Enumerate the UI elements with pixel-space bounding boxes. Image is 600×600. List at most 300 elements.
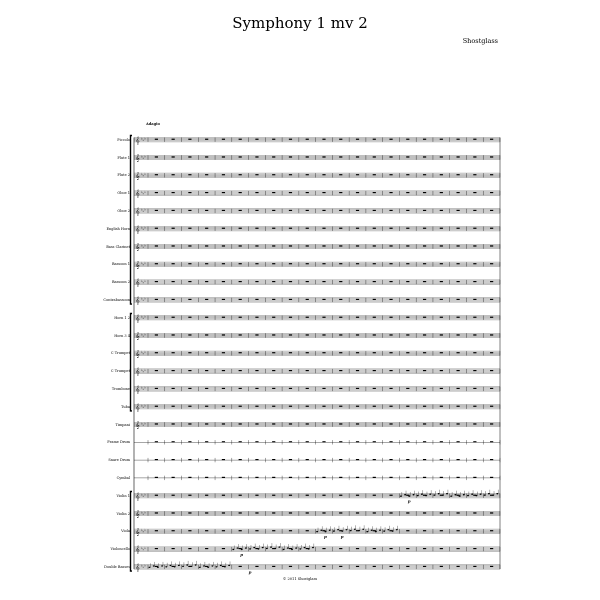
whole-rest (172, 388, 175, 389)
flat-sign: ♭ (144, 296, 146, 301)
whole-rest (356, 281, 359, 282)
whole-rest (188, 406, 191, 407)
whole-rest (440, 299, 443, 300)
whole-rest (188, 388, 191, 389)
whole-rest (272, 352, 275, 353)
whole-rest (172, 299, 175, 300)
whole-rest (406, 192, 409, 193)
whole-rest (322, 299, 325, 300)
flat-sign: ♭ (142, 422, 145, 427)
whole-rest (473, 228, 476, 229)
whole-rest (239, 299, 242, 300)
whole-rest (406, 334, 409, 335)
whole-rest (406, 156, 409, 157)
whole-rest (155, 441, 158, 442)
flat-sign: ♭ (142, 244, 145, 249)
instrument-label: Cymbal (116, 475, 130, 480)
whole-rest (490, 317, 493, 318)
note-head (459, 495, 461, 496)
whole-rest (440, 566, 443, 567)
whole-rest (172, 228, 175, 229)
whole-rest (440, 281, 443, 282)
whole-rest (272, 388, 275, 389)
whole-rest (306, 156, 309, 157)
note-head (203, 565, 205, 566)
whole-rest (188, 441, 191, 442)
whole-rest (306, 352, 309, 353)
whole-rest (389, 495, 392, 496)
whole-rest (356, 370, 359, 371)
whole-rest (188, 317, 191, 318)
whole-rest (222, 281, 225, 282)
whole-rest (423, 299, 426, 300)
whole-rest (306, 174, 309, 175)
note-head (190, 566, 192, 567)
note-head (404, 494, 406, 495)
clef-icon: 𝄞 (135, 510, 140, 519)
whole-rest (222, 263, 225, 264)
whole-rest (373, 548, 376, 549)
whole-rest (255, 156, 258, 157)
whole-rest (456, 370, 459, 371)
clef-icon: 𝄞 (135, 332, 140, 341)
whole-rest (373, 228, 376, 229)
whole-rest (322, 370, 325, 371)
whole-rest (322, 423, 325, 424)
whole-rest (356, 406, 359, 407)
flat-sign: ♭ (142, 529, 145, 534)
whole-rest (322, 281, 325, 282)
whole-rest (172, 210, 175, 211)
whole-rest (490, 441, 493, 442)
note-head (216, 566, 218, 567)
note-head (467, 495, 469, 496)
whole-rest (306, 388, 309, 389)
whole-rest (205, 406, 208, 407)
flat-sign: ♭ (141, 367, 143, 372)
flat-sign: ♭ (142, 262, 145, 267)
whole-rest (440, 174, 443, 175)
whole-rest (322, 406, 325, 407)
whole-rest (172, 512, 175, 513)
instrument-label: Violin 2 (116, 511, 130, 516)
whole-rest (339, 459, 342, 460)
note-head (387, 529, 389, 530)
whole-rest (339, 548, 342, 549)
note-head (446, 493, 448, 494)
clef-icon: 𝄞 (135, 403, 140, 412)
whole-rest (356, 352, 359, 353)
whole-rest (389, 459, 392, 460)
whole-rest (222, 317, 225, 318)
whole-rest (322, 334, 325, 335)
note-head (463, 494, 465, 495)
note-head (253, 547, 255, 548)
note-head (182, 566, 184, 567)
whole-rest (490, 566, 493, 567)
whole-rest (322, 566, 325, 567)
whole-rest (490, 370, 493, 371)
whole-rest (255, 228, 258, 229)
whole-rest (389, 370, 392, 371)
flat-sign: ♭ (142, 369, 145, 374)
flat-sign: ♭ (141, 528, 143, 533)
whole-rest (205, 441, 208, 442)
whole-rest (373, 174, 376, 175)
whole-rest (272, 495, 275, 496)
note-head (421, 494, 423, 495)
whole-rest (255, 139, 258, 140)
flat-sign: ♭ (142, 173, 145, 178)
whole-rest (389, 512, 392, 513)
clef-icon: 𝄞 (135, 545, 140, 554)
whole-rest (306, 406, 309, 407)
whole-rest (473, 299, 476, 300)
whole-rest (440, 459, 443, 460)
dynamic-marking: p (324, 534, 327, 540)
whole-rest (389, 299, 392, 300)
whole-rest (222, 245, 225, 246)
whole-rest (322, 512, 325, 513)
whole-rest (239, 477, 242, 478)
whole-rest (155, 459, 158, 460)
whole-rest (289, 317, 292, 318)
whole-rest (373, 281, 376, 282)
whole-rest (172, 352, 175, 353)
whole-rest (255, 317, 258, 318)
whole-rest (406, 388, 409, 389)
flat-sign: ♭ (141, 296, 143, 301)
whole-rest (339, 388, 342, 389)
whole-rest (255, 406, 258, 407)
whole-rest (456, 423, 459, 424)
flat-sign: ♭ (141, 403, 143, 408)
whole-rest (490, 228, 493, 229)
whole-rest (306, 370, 309, 371)
whole-rest (423, 423, 426, 424)
whole-rest (456, 548, 459, 549)
flat-sign: ♭ (144, 367, 146, 372)
whole-rest (473, 139, 476, 140)
whole-rest (289, 370, 292, 371)
whole-rest (473, 459, 476, 460)
whole-rest (440, 139, 443, 140)
flat-sign: ♭ (141, 154, 143, 159)
whole-rest (272, 192, 275, 193)
whole-rest (306, 228, 309, 229)
whole-rest (289, 352, 292, 353)
whole-rest (289, 423, 292, 424)
whole-rest (239, 441, 242, 442)
whole-rest (272, 370, 275, 371)
note-head (308, 548, 310, 549)
whole-rest (239, 512, 242, 513)
whole-rest (406, 210, 409, 211)
flat-sign: ♭ (142, 565, 145, 570)
whole-rest (389, 245, 392, 246)
whole-rest (456, 334, 459, 335)
whole-rest (473, 406, 476, 407)
whole-rest (222, 156, 225, 157)
note-head (153, 565, 155, 566)
note-head (320, 530, 322, 531)
section-bracket (131, 314, 133, 411)
whole-rest (339, 174, 342, 175)
whole-rest (423, 228, 426, 229)
whole-rest (423, 281, 426, 282)
whole-rest (456, 139, 459, 140)
whole-rest (306, 317, 309, 318)
whole-rest (188, 139, 191, 140)
whole-rest (440, 245, 443, 246)
whole-rest (172, 530, 175, 531)
whole-rest (155, 210, 158, 211)
clef-icon: 𝄞 (135, 136, 140, 145)
section-bracket (131, 136, 133, 305)
whole-rest (306, 530, 309, 531)
whole-rest (239, 530, 242, 531)
whole-rest (373, 192, 376, 193)
note-head (392, 531, 394, 532)
whole-rest (423, 441, 426, 442)
clef-icon: 𝄞 (135, 296, 140, 305)
whole-rest (255, 192, 258, 193)
whole-rest (205, 334, 208, 335)
flat-sign: ♭ (144, 421, 146, 426)
whole-rest (423, 263, 426, 264)
note-head (417, 495, 419, 496)
whole-rest (222, 423, 225, 424)
whole-rest (456, 530, 459, 531)
whole-rest (188, 548, 191, 549)
whole-rest (440, 548, 443, 549)
whole-rest (322, 495, 325, 496)
whole-rest (406, 406, 409, 407)
note-head (350, 530, 352, 531)
whole-rest (456, 441, 459, 442)
whole-rest (289, 388, 292, 389)
flat-sign: ♭ (142, 155, 145, 160)
whole-rest (356, 263, 359, 264)
instrument-label: Snare Drum (108, 458, 130, 463)
whole-rest (406, 370, 409, 371)
instrument-label: English Horn (106, 226, 130, 231)
clef-icon: 𝄞 (135, 492, 140, 501)
whole-rest (406, 228, 409, 229)
note-head (178, 565, 180, 566)
whole-rest (289, 299, 292, 300)
whole-rest (239, 263, 242, 264)
instrument-label: Violin 1 (116, 493, 130, 498)
note-head (346, 529, 348, 530)
whole-rest (239, 495, 242, 496)
whole-rest (339, 406, 342, 407)
whole-rest (406, 566, 409, 567)
whole-rest (272, 566, 275, 567)
flat-sign: ♭ (142, 191, 145, 196)
whole-rest (406, 174, 409, 175)
flat-sign: ♭ (144, 314, 146, 319)
dynamic-marking: p (240, 551, 243, 557)
whole-rest (205, 139, 208, 140)
whole-rest (473, 245, 476, 246)
note-head (270, 546, 272, 547)
whole-rest (239, 281, 242, 282)
whole-rest (222, 512, 225, 513)
whole-rest (239, 210, 242, 211)
whole-rest (155, 406, 158, 407)
whole-rest (272, 459, 275, 460)
whole-rest (373, 477, 376, 478)
whole-rest (239, 388, 242, 389)
whole-rest (289, 406, 292, 407)
whole-rest (155, 370, 158, 371)
note-head (149, 567, 151, 568)
whole-rest (389, 281, 392, 282)
clef-icon: 𝄞 (135, 421, 140, 430)
flat-sign: ♭ (144, 528, 146, 533)
whole-rest (222, 388, 225, 389)
whole-rest (389, 139, 392, 140)
whole-rest (356, 174, 359, 175)
whole-rest (356, 334, 359, 335)
whole-rest (205, 281, 208, 282)
whole-rest (373, 156, 376, 157)
note-head (195, 564, 197, 565)
whole-rest (155, 512, 158, 513)
whole-rest (456, 192, 459, 193)
whole-rest (473, 210, 476, 211)
whole-rest (289, 477, 292, 478)
clef-icon: 𝄞 (135, 367, 140, 376)
flat-sign: ♭ (142, 511, 145, 516)
whole-rest (205, 388, 208, 389)
whole-rest (322, 477, 325, 478)
whole-rest (423, 566, 426, 567)
whole-rest (473, 423, 476, 424)
instrument-label: Bass Clarinet (106, 244, 130, 249)
note-head (237, 547, 239, 548)
whole-rest (255, 423, 258, 424)
whole-rest (406, 139, 409, 140)
whole-rest (373, 566, 376, 567)
whole-rest (473, 512, 476, 513)
whole-rest (255, 477, 258, 478)
whole-rest (490, 192, 493, 193)
whole-rest (406, 477, 409, 478)
instrument-label: Contrabassoon (103, 297, 130, 302)
whole-rest (456, 210, 459, 211)
whole-rest (356, 441, 359, 442)
whole-rest (172, 441, 175, 442)
whole-rest (239, 139, 242, 140)
whole-rest (322, 388, 325, 389)
whole-rest (255, 566, 258, 567)
whole-rest (389, 406, 392, 407)
instrument-label: Timpani (115, 422, 130, 427)
flat-sign: ♭ (141, 207, 143, 212)
whole-rest (373, 210, 376, 211)
whole-rest (155, 299, 158, 300)
whole-rest (188, 512, 191, 513)
whole-rest (490, 352, 493, 353)
whole-rest (172, 477, 175, 478)
note-head (287, 547, 289, 548)
whole-rest (406, 352, 409, 353)
whole-rest (456, 406, 459, 407)
whole-rest (155, 245, 158, 246)
whole-rest (423, 370, 426, 371)
whole-rest (490, 459, 493, 460)
note-head (375, 531, 377, 532)
whole-rest (389, 566, 392, 567)
whole-rest (473, 174, 476, 175)
flat-sign: ♭ (142, 333, 145, 338)
flat-sign: ♭ (141, 261, 143, 266)
whole-rest (456, 352, 459, 353)
whole-rest (456, 263, 459, 264)
whole-rest (456, 299, 459, 300)
whole-rest (155, 281, 158, 282)
flat-sign: ♭ (141, 314, 143, 319)
whole-rest (339, 210, 342, 211)
clef-icon: 𝄞 (135, 349, 140, 358)
whole-rest (188, 459, 191, 460)
note-head (316, 531, 318, 532)
whole-rest (356, 210, 359, 211)
whole-rest (339, 441, 342, 442)
whole-rest (272, 228, 275, 229)
whole-rest (172, 281, 175, 282)
note-head (304, 547, 306, 548)
whole-rest (205, 192, 208, 193)
whole-rest (389, 156, 392, 157)
whole-rest (188, 263, 191, 264)
whole-rest (356, 477, 359, 478)
note-head (258, 548, 260, 549)
flat-sign: ♭ (141, 545, 143, 550)
flat-sign: ♭ (144, 385, 146, 390)
whole-rest (255, 441, 258, 442)
whole-rest (322, 548, 325, 549)
whole-rest (222, 228, 225, 229)
whole-rest (255, 334, 258, 335)
whole-rest (205, 156, 208, 157)
whole-rest (423, 352, 426, 353)
whole-rest (306, 192, 309, 193)
note-head (283, 549, 285, 550)
whole-rest (289, 566, 292, 567)
whole-rest (456, 281, 459, 282)
clef-icon: 𝄞 (135, 171, 140, 180)
whole-rest (222, 352, 225, 353)
whole-rest (356, 459, 359, 460)
whole-rest (306, 299, 309, 300)
whole-rest (205, 459, 208, 460)
whole-rest (272, 441, 275, 442)
note-head (413, 494, 415, 495)
clef-icon: 𝄞 (135, 225, 140, 234)
whole-rest (239, 334, 242, 335)
whole-rest (188, 334, 191, 335)
whole-rest (356, 423, 359, 424)
whole-rest (222, 192, 225, 193)
whole-rest (272, 530, 275, 531)
whole-rest (456, 477, 459, 478)
whole-rest (490, 139, 493, 140)
note-head (232, 549, 234, 550)
note-head (228, 565, 230, 566)
